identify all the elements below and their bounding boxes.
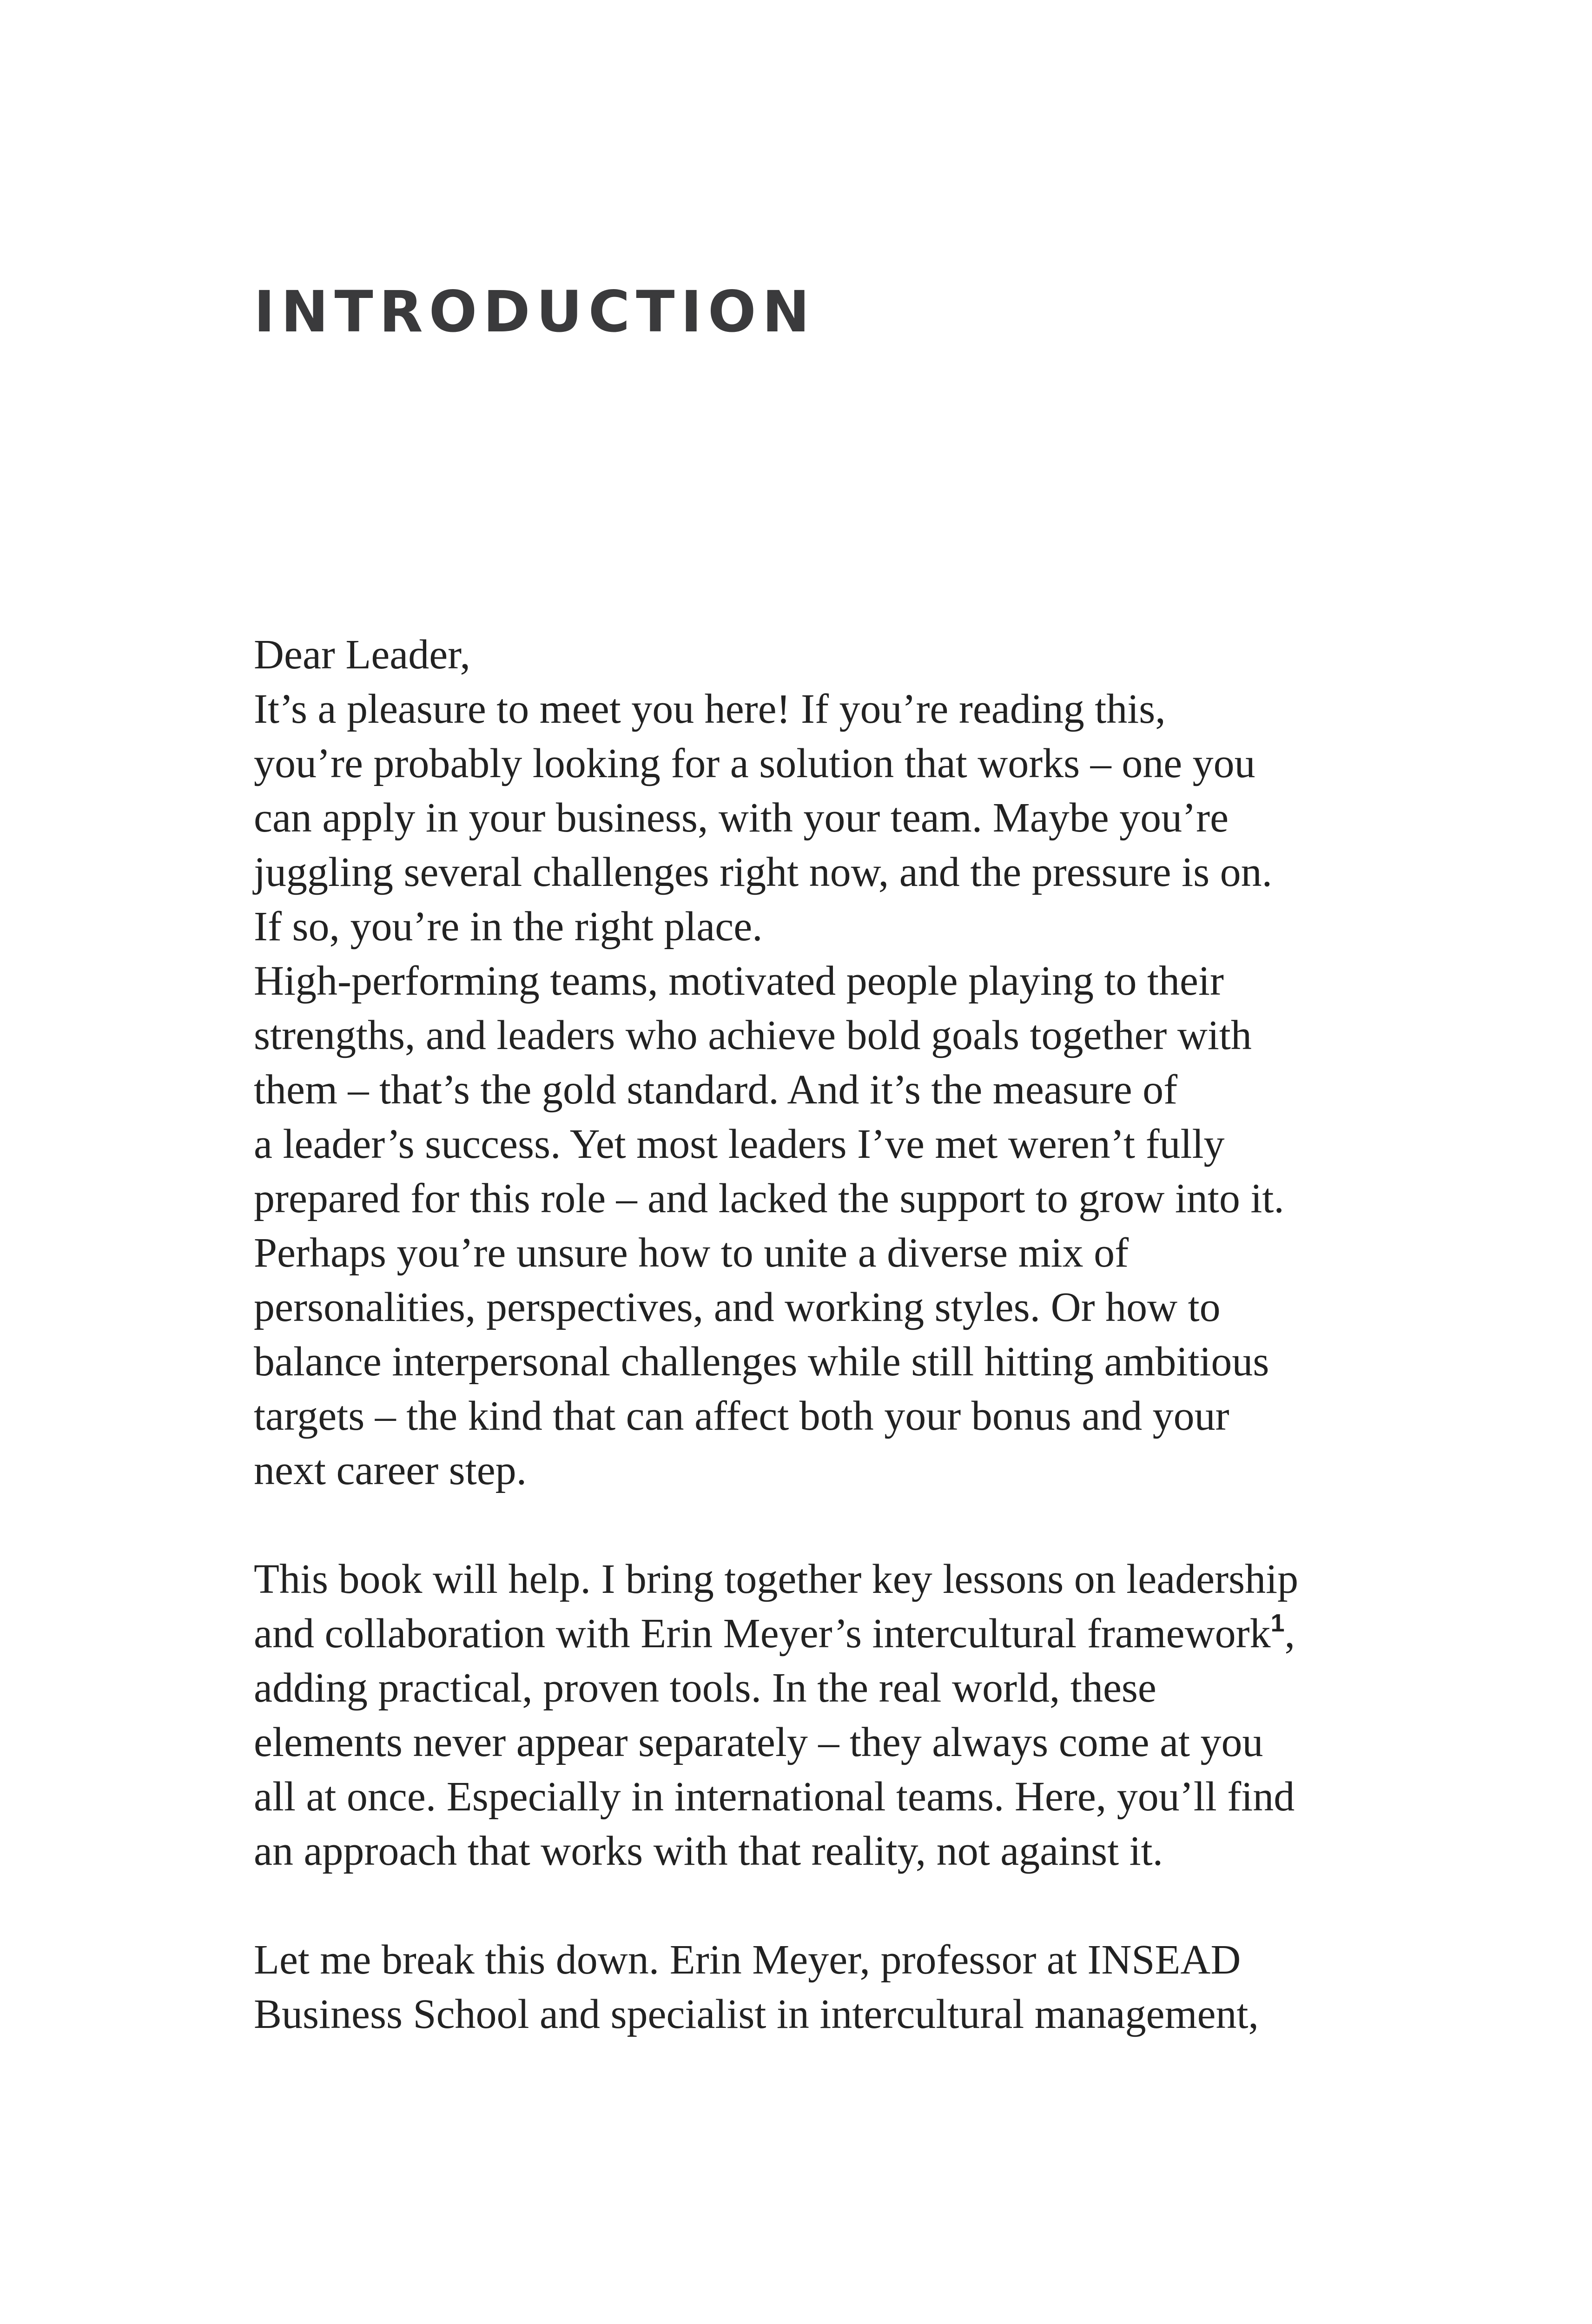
text-line: Let me break this down. Erin Meyer, professor at INSEAD — [254, 1937, 1241, 1983]
text-line: you’re probably looking for a solution that works – one you — [254, 740, 1255, 786]
paragraph-spacer — [254, 1878, 1369, 1933]
text-segment: and collaboration with Erin Meyer’s intercultural framework — [254, 1611, 1271, 1657]
paragraph-4 — [254, 1933, 1369, 2041]
text-line: strengths, and leaders who achieve bold goals together with — [254, 1012, 1252, 1058]
chapter-heading: INTRODUCTION — [254, 279, 816, 345]
text-line: an approach that works with that reality, not against it. — [254, 1828, 1163, 1874]
text-line: personalities, perspectives, and working styles. Or how to — [254, 1284, 1221, 1330]
text-line: High-performing teams, motivated people playing to their — [254, 958, 1224, 1004]
text-line-with-footnote — [254, 1606, 1369, 1661]
text-line: juggling several challenges right now, and the pressure is on. — [254, 849, 1273, 895]
text-line: balance interpersonal challenges while still hitting ambitious — [254, 1339, 1269, 1385]
text-line: them – that’s the gold standard. And it’s the measure of — [254, 1067, 1178, 1113]
footnote-marker[interactable]: 1 — [1270, 1609, 1285, 1637]
text-line: a leader’s success. Yet most leaders I’ve met weren’t fully — [254, 1121, 1225, 1167]
text-line: can apply in your business, with your team. Maybe you’re — [254, 795, 1229, 841]
text-segment: , — [1284, 1611, 1295, 1657]
paragraph-3 — [254, 1552, 1369, 1878]
text-line: adding practical, proven tools. In the real world, these — [254, 1665, 1156, 1711]
text-line: prepared for this role – and lacked the support to grow into it. — [254, 1175, 1284, 1221]
text-line: targets – the kind that can affect both your bonus and your — [254, 1393, 1229, 1439]
chapter-body — [254, 627, 1369, 2041]
text-line: next career step. — [254, 1447, 527, 1493]
text-line: It’s a pleasure to meet you here! If you’re reading this, — [254, 686, 1166, 732]
text-line: elements never appear separately – they always come at you — [254, 1719, 1263, 1765]
paragraph-2 — [254, 954, 1369, 1498]
text-line: Perhaps you’re unsure how to unite a diverse mix of — [254, 1230, 1129, 1276]
text-line: Business School and specialist in intercultural management, — [254, 1991, 1259, 2037]
paragraph-spacer — [254, 1498, 1369, 1552]
text-line: all at once. Especially in international teams. Here, you’ll find — [254, 1774, 1295, 1820]
text-line: If so, you’re in the right place. — [254, 904, 763, 950]
text-line: This book will help. I bring together key lessons on leadership — [254, 1556, 1299, 1602]
salutation: Dear Leader, — [254, 632, 471, 678]
paragraph-1 — [254, 682, 1369, 954]
